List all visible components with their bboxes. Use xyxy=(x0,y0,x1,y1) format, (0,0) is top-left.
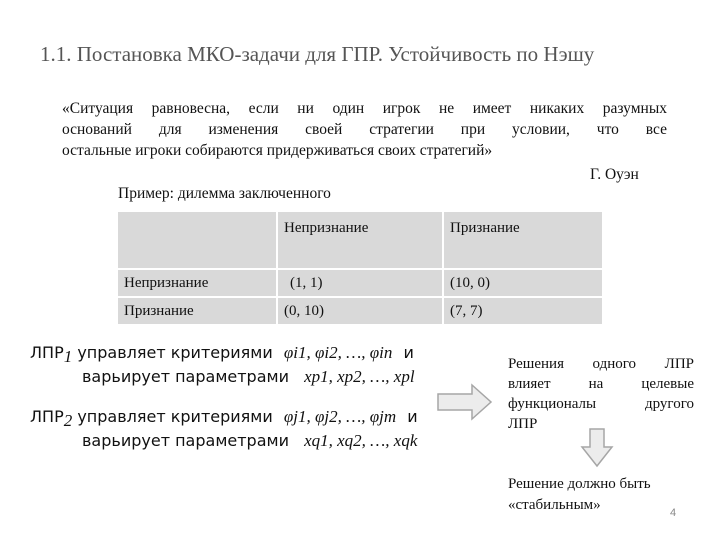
dm1-index: 1 xyxy=(63,347,73,367)
payoff-row xyxy=(118,270,602,296)
stability-note xyxy=(508,474,694,516)
influence-note-line: Решения одного ЛПР xyxy=(508,356,694,372)
influence-note xyxy=(508,354,694,434)
payoff-header-row xyxy=(118,212,602,268)
dm2-criteria-text: управляет критериями xyxy=(77,407,273,426)
dm2-params-text: варьирует параметрами xyxy=(82,431,289,450)
payoff-row-label: Непризнание xyxy=(118,270,276,296)
payoff-table xyxy=(116,210,604,326)
dm1-params-line xyxy=(82,367,415,387)
stability-note-line: «стабильным» xyxy=(508,497,601,513)
dm2-conj: и xyxy=(407,407,418,426)
dm1-criteria-text: управляет критериями xyxy=(77,343,273,362)
page-number: 4 xyxy=(670,507,677,519)
dm2-params-formula: xq1, xq2, …, xqk xyxy=(304,431,418,450)
payoff-cell: (1, 1) xyxy=(278,270,442,296)
payoff-col-header: Непризнание xyxy=(278,212,442,268)
payoff-cell: (10, 0) xyxy=(444,270,602,296)
dm1-params-formula: xp1, xp2, …, xpl xyxy=(304,367,415,386)
quote-line-2: оснований для изменения своей стратегии при условии, что все xyxy=(62,121,667,138)
dm2-criteria-formula: φj1, φj2, …, φjm xyxy=(283,407,397,426)
influence-note-line: функционалы другого xyxy=(508,396,694,412)
dm2-params-line xyxy=(82,431,417,451)
dm1-conj: и xyxy=(403,343,414,362)
payoff-row xyxy=(118,298,602,324)
payoff-corner-cell xyxy=(118,212,276,268)
example-label: Пример: дилемма заключенного xyxy=(118,185,331,202)
right-arrow-icon xyxy=(436,382,494,422)
slide-title: 1.1. Постановка МКО-задачи для ГПР. Устойчивость по Нэшу xyxy=(40,42,595,66)
dm1-criteria-line xyxy=(30,343,414,367)
dm1-params-text: варьирует параметрами xyxy=(82,367,289,386)
dm2-name: ЛПР xyxy=(30,407,64,426)
payoff-row-label: Признание xyxy=(118,298,276,324)
dm2-criteria-line xyxy=(30,407,418,431)
dm2-index: 2 xyxy=(63,411,73,431)
quote-line-3: остальные игроки собираются придерживаться своих стратегий» xyxy=(62,142,493,159)
payoff-cell: (0, 10) xyxy=(278,298,442,324)
dm1-criteria-formula: φi1, φi2, …, φin xyxy=(283,343,393,362)
payoff-cell: (7, 7) xyxy=(444,298,602,324)
quote-line-1: «Ситуация равновесна, если ни один игрок не имеет никаких разумных xyxy=(62,100,667,117)
influence-note-line: ЛПР xyxy=(508,416,538,432)
stability-note-line: Решение должно быть xyxy=(508,476,651,492)
quote-author: Г. Оуэн xyxy=(590,166,639,183)
dm1-name: ЛПР xyxy=(30,343,64,362)
payoff-col-header: Признание xyxy=(444,212,602,268)
influence-note-line: влияет на целевые xyxy=(508,376,694,392)
nash-quote xyxy=(62,98,667,161)
